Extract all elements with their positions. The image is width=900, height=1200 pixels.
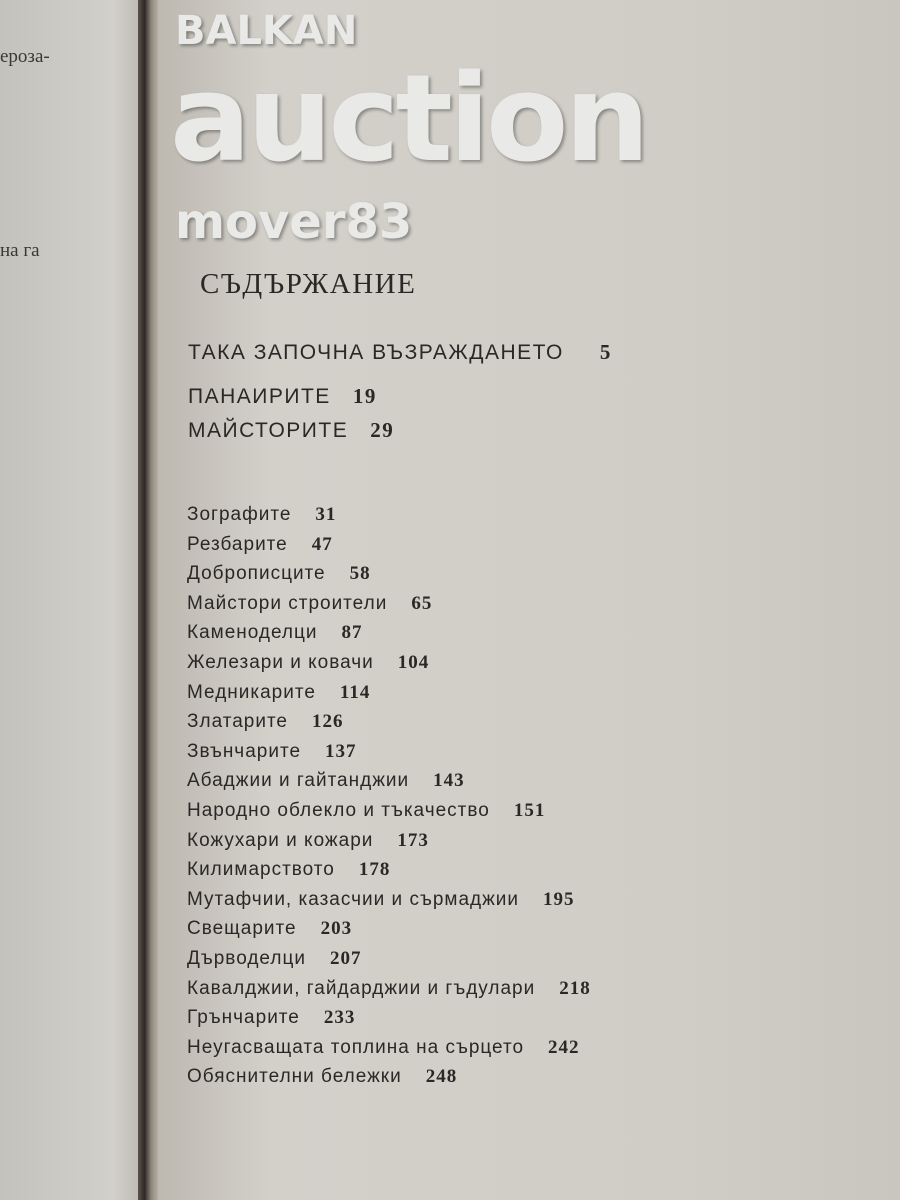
page-number: 5 (599, 340, 612, 364)
part-label: МАЙСТОРИТЕ (188, 419, 349, 442)
page-number: 137 (325, 740, 357, 762)
part-label: ТАКА ЗАПОЧНА ВЪЗРАЖДАНЕТО (188, 341, 564, 364)
watermark-user: mover83 (175, 194, 413, 250)
page-number: 195 (543, 888, 575, 910)
page-number: 58 (349, 563, 371, 585)
chapter-label: Звънчарите (187, 740, 302, 762)
page-number: 19 (352, 384, 377, 408)
chapter-label: Обяснителни бележки (187, 1066, 402, 1088)
part-label: ПАНАИРИТЕ (188, 385, 331, 408)
page-number: 203 (320, 918, 353, 940)
left-page (0, 0, 142, 1200)
watermark-balkan: BALKAN (175, 8, 358, 54)
toc-title: СЪДЪРЖАНИЕ (200, 268, 417, 300)
toc-chapter (187, 737, 591, 767)
toc-chapter (187, 500, 591, 530)
chapter-label: Майстори строители (187, 592, 388, 614)
toc-part (188, 340, 612, 365)
toc-chapter (187, 559, 591, 589)
page-number: 31 (315, 504, 337, 525)
toc-chapter (187, 1003, 591, 1033)
chapter-list (187, 500, 591, 1092)
toc-chapter (187, 707, 591, 737)
page-number: 248 (425, 1066, 458, 1088)
chapter-label: Кожухари и кожари (187, 829, 374, 851)
toc-chapter (187, 1033, 591, 1063)
chapter-label: Свещарите (187, 918, 297, 940)
toc-part (188, 418, 394, 443)
page-number: 29 (370, 418, 395, 442)
watermark-auction: auction (170, 50, 646, 189)
toc-chapter (187, 826, 591, 856)
page-number: 65 (411, 592, 433, 614)
toc-chapter (187, 618, 591, 648)
chapter-label: Абаджии и гайтанджии (187, 770, 410, 792)
chapter-label: Златарите (187, 711, 289, 733)
text-fragment: ероза- (0, 46, 50, 67)
toc-chapter (187, 648, 591, 678)
page-number: 233 (323, 1007, 356, 1029)
chapter-label: Каменоделци (187, 622, 318, 644)
toc-chapter (187, 944, 591, 974)
page-number: 87 (341, 622, 363, 644)
page-number: 151 (513, 799, 546, 821)
toc-chapter (187, 589, 591, 619)
page-number: 143 (433, 770, 465, 792)
page-number: 218 (559, 977, 591, 999)
chapter-label: Кавалджии, гайдарджии и гъдулари (187, 977, 536, 999)
toc-part (188, 384, 377, 409)
chapter-label: Доброписците (187, 563, 326, 585)
chapter-label: Мутафчии, казасчии и сърмаджии (187, 888, 520, 910)
chapter-label: Дърводелци (187, 947, 306, 969)
chapter-label: Зографите (187, 504, 292, 525)
page-number: 178 (358, 859, 391, 881)
page-number: 173 (397, 829, 429, 851)
toc-chapter (187, 855, 591, 885)
page-number: 114 (339, 681, 371, 703)
chapter-label: Килимарството (187, 859, 335, 881)
toc-chapter (187, 974, 591, 1004)
chapter-label: Народно облекло и тъкачество (187, 799, 490, 821)
toc-chapter (187, 914, 591, 944)
chapter-label: Медникарите (187, 681, 316, 703)
page-number: 104 (397, 651, 430, 673)
toc-chapter (187, 796, 591, 826)
toc-chapter (187, 885, 591, 915)
toc-chapter (187, 766, 591, 796)
chapter-label: Неугасващата топлина на сърцето (187, 1036, 525, 1058)
book-gutter (138, 0, 160, 1200)
page-number: 242 (548, 1036, 580, 1058)
toc-chapter (187, 530, 591, 560)
chapter-label: Железари и ковачи (187, 651, 374, 673)
toc-chapter (187, 678, 591, 708)
text-fragment: на га (0, 240, 40, 261)
page-number: 126 (312, 711, 344, 733)
chapter-label: Грънчарите (187, 1007, 300, 1029)
chapter-label: Резбарите (187, 533, 288, 555)
page-number: 47 (311, 533, 333, 555)
toc-chapter (187, 1062, 591, 1092)
page-number: 207 (329, 947, 362, 969)
